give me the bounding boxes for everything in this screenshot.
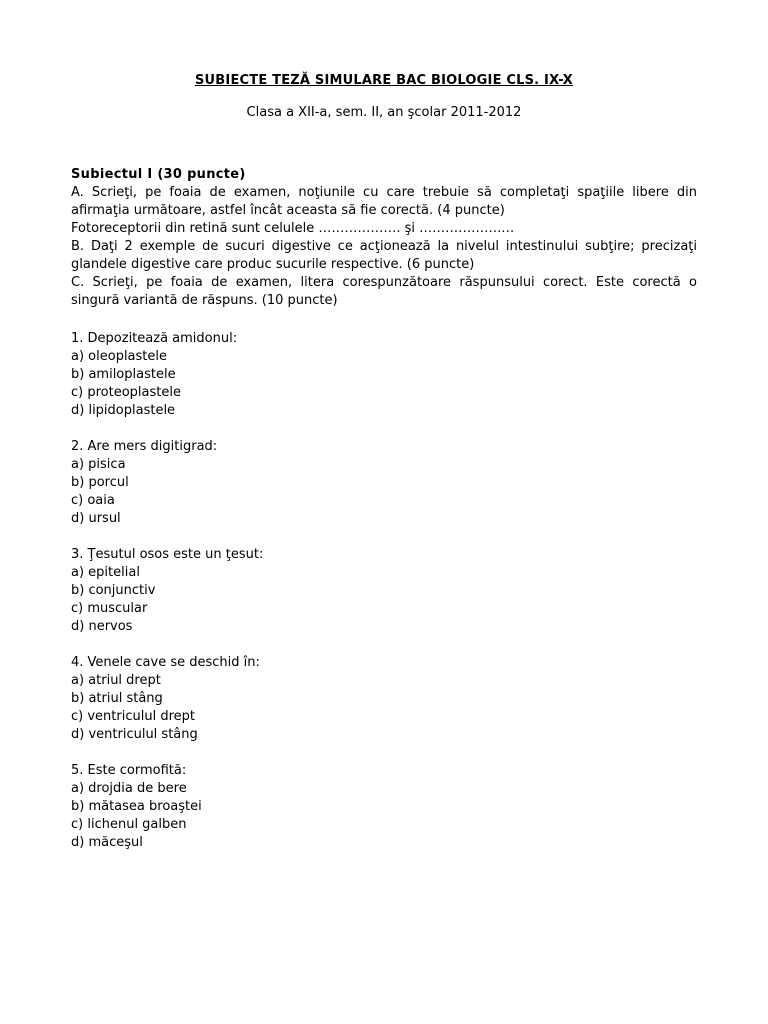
question-item [71,330,697,420]
page-subtitle: Clasa a XII-a, sem. II, an şcolar 2011-2012 [246,105,522,120]
answer-option: b) atriul stâng [71,691,163,706]
part-b-instruction: B. Daţi 2 exemple de sucuri digestive ce acţionează la nivelul intestinului subţire; precizaţi glandele digestive care produc sucurile respective. (6 puncte) [71,239,697,272]
question-text: 1. Depozitează amidonul: [71,331,238,346]
part-c-instruction: C. Scrieţi, pe foaia de examen, litera corespunzătoare răspunsului corect. Este corectă o singură variantă de răspuns. (10 puncte) [71,275,697,308]
answer-option: a) pisica [71,457,126,472]
answer-option: a) oleoplastele [71,349,167,364]
answer-option: d) măceşul [71,835,143,850]
answer-option: b) mătasea broaştei [71,799,202,814]
question-list [71,330,697,852]
answer-option: d) lipidoplastele [71,403,176,418]
question-text: 5. Este cormofită: [71,763,187,778]
question-item [71,654,697,744]
answer-option: c) lichenul galben [71,817,187,832]
answer-option: c) proteoplastele [71,385,181,400]
question-item [71,762,697,852]
answer-option: a) drojdia de bere [71,781,187,796]
page-title: SUBIECTE TEZĂ SIMULARE BAC BIOLOGIE CLS. IX-X [194,73,573,88]
answer-option: d) ursul [71,511,121,526]
part-a-instruction: A. Scrieţi, pe foaia de examen, noţiunile cu care trebuie să completaţi spaţiile libere din afirmaţia următoare, astfel încât aceasta să fie corectă. (4 puncte) [71,185,697,218]
answer-option: b) conjunctiv [71,583,156,598]
question-text: 2. Are mers digitigrad: [71,439,218,454]
question-item [71,438,697,528]
answer-option: c) muscular [71,601,148,616]
answer-option: c) ventriculul drept [71,709,195,724]
fill-in-statement: Fotoreceptorii din retină sunt celulele ………………. şi ……………….… [71,221,515,236]
answer-option: c) oaia [71,493,115,508]
answer-option: a) atriul drept [71,673,161,688]
question-item [71,546,697,636]
answer-option: b) amiloplastele [71,367,176,382]
question-text: 4. Venele cave se deschid în: [71,655,260,670]
answer-option: d) nervos [71,619,133,634]
answer-option: d) ventriculul stâng [71,727,198,742]
answer-option: a) epitelial [71,565,140,580]
answer-option: b) porcul [71,475,129,490]
question-text: 3. Ţesutul osos este un ţesut: [71,547,264,562]
exam-page [71,72,697,870]
section-heading: Subiectul I (30 puncte) [71,167,246,182]
